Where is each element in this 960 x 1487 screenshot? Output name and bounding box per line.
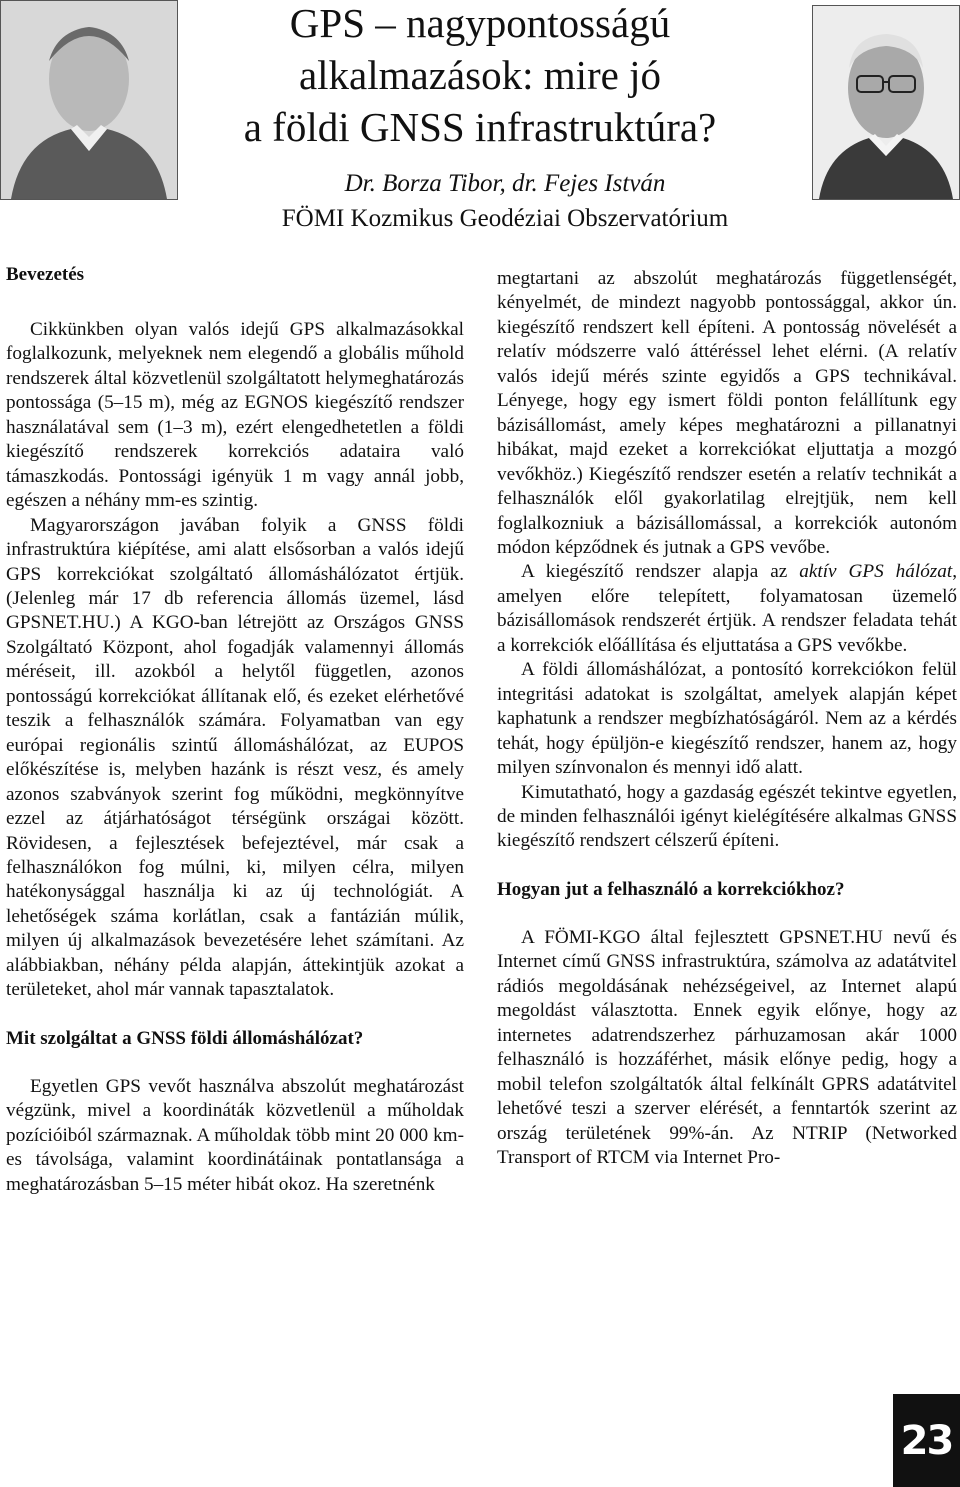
left-column: [6, 318, 464, 1197]
right-paragraph-5: A FÖMI-KGO által fejlesztett GPSNET.HU nevű és Internet című GNSS infrastruktúra, számolva az adatátvitel rádiós megoldásának nehézségeivel, az Internet alapú megoldást választotta. Ennek egyik előnye, hogy az internetes adatrendszerhez párhuzamosan akár 1000 felhasználó is hozzáférhet, másik előnye pedig, hogy a mobil telefon szolgáltatók által felkínált GPRS adatátvitel lehetővé teszi a szerver elérését, a fenntartók szerint az ország területének 99%-án. Az NTRIP (Networked Transport of RTCM via Internet Pro-: [497, 926, 957, 1168]
left-paragraph-3: Egyetlen GPS vevőt használva abszolút meghatározást végzünk, mivel a koordináták közvetlenül a műholdak pozícióiból származnak. A műholdak több mint 20 000 km-es távolsága, valamint koordinátáinak pontatlansága a meghatározásban 5–15 méter hibát okoz. Ha szeretnénk: [6, 1075, 464, 1195]
right-paragraph-2-end: , amelyen előre telepített, folyamatosan üzemelő bázisállomások rendszerét értjük. A rendszer feladata tehát a korrekciók előállítása és eljuttatása a GPS vevőkbe.: [497, 561, 957, 656]
right-paragraph-2-emphasis: aktív GPS hálózat: [799, 561, 953, 583]
right-paragraph-4: Kimutatható, hogy a gazdaság egészét tekintve egyetlen, de minden felhasználói igényt kielégítésére alkalmas GNSS kiegészítő rendszert célszerű építeni.: [497, 781, 957, 852]
authors: Dr. Borza Tibor, dr. Fejes István: [344, 170, 666, 197]
right-paragraph-3: A földi állomáshálózat, a pontosító korrekciókon felül integritási adatokat is szolgáltat, amelyek alapján képet kaphatunk a rendszer megbízhatóságáról. Nem az a kérdés tehát, hogy épüljön-e kiegészítő rendszer, hanem az, hogy milyen színvonalon és mennyi idő alatt.: [497, 659, 957, 779]
right-paragraph-1: megtartani az abszolút meghatározás függetlenségét, kényelmét, de mindezt nagyobb pontossággal, akkor ún. kiegészítő rendszert kell építeni. A pontosság növelését a relatív módszerre való áttéréssel lehet elérni. (A relatív valós idejű mérés szinte egyidős a GPS technikával. Lényege, hogy egy ismert földi ponton felállítunk egy bázisállomást, amely képes meghatározni a pillanatnyi hibákat, majd ezeket a korrekciókat eljuttatja a mozgó vevőkhöz.) Kiegészítő rendszer esetén a relatív technikát a felhasználók elől gyakorlatilag elrejtjük, nem kell foglalkozniuk a bázisállomással, a korrekciók autonóm módon képződnek és jutnak a GPS vevőbe.: [497, 268, 957, 558]
affiliation: FÖMI Kozmikus Geodéziai Obszervatórium: [281, 205, 729, 232]
right-paragraph-2-start: A kiegészítő rendszer alapja az: [521, 561, 800, 583]
author-photo-left: [0, 0, 178, 200]
section-heading-corrections: Hogyan jut a felhasználó a korrekciókhoz?: [497, 878, 845, 900]
right-paragraph-2: [497, 560, 957, 658]
portrait-image-left: [1, 1, 177, 199]
title-line-1: GPS – nagypontosságú: [289, 0, 671, 46]
title-line-3: a földi GNSS infrastruktúra?: [243, 104, 717, 150]
page-number: 23: [893, 1394, 960, 1487]
title-line-2: alkalmazások: mire jó: [298, 52, 662, 98]
right-column: [497, 267, 957, 1170]
section-heading-intro: Bevezetés: [6, 264, 85, 285]
left-paragraph-1: Cikkünkben olyan valós idejű GPS alkalmazásokkal foglalkozunk, melyeknek nem elegendő a globális műhold rendszerek által közvetlenül szolgáltatott helymeghatározás pontossága (5–15 m), még az EGNOS kiegészítő rendszer használatával sem (1–3 m), ezért elengedhetetlen a földi kiegészítő rendszerek korrekciós adataira való támaszkodás. Pontossági igényük 1 m vagy annál jobb, egészen a néhány mm-es szintig.: [6, 319, 464, 512]
left-paragraph-2: Magyarországon javában folyik a GNSS földi infrastruktúra kiépítése, ami alatt elsősorban a valós idejű GPS korrekciókat szolgáltató állomáshálózatot értjük. (Jelenleg már 17 db referencia állomás üzemel, lásd GPSNET.HU.) A KGO-ban létrejött az Országos GNSS Szolgáltató Központ, ahol fogadják valamennyi állomás méréseit, ill. azokból a helytől független, azonos pontosságú korrekciókat állítanak elő, és ezeket elérhetővé teszik a felhasználók számára. Folyamatban van egy európai regionális szintű állomáshálózat, az EUPOS előkészítése is, melyben hazánk is részt vesz, és amely azonos szabványok szerint fog működni, megkönnyítve ezzel az átjárhatóságot térségünk országai között. Rövidesen, a fejlesztések befejeztével, már csak a felhasználókon fog múlni, ki, milyen célra, milyen hatékonysággal használja ki az új technológiát. A lehetőségek száma korlátlan, csak a fantázián múlik, milyen új alkalmazások bevezetésére lehet számítani. Az alábbiakban, néhány példa alapján, áttekintjük azokat a területeket, ahol már vannak tapasztalatok.: [6, 514, 464, 1001]
section-heading-network: Mit szolgáltat a GNSS földi állomáshálózat?: [6, 1027, 364, 1049]
author-photo-right: [812, 5, 960, 200]
portrait-image-right: [813, 6, 959, 199]
